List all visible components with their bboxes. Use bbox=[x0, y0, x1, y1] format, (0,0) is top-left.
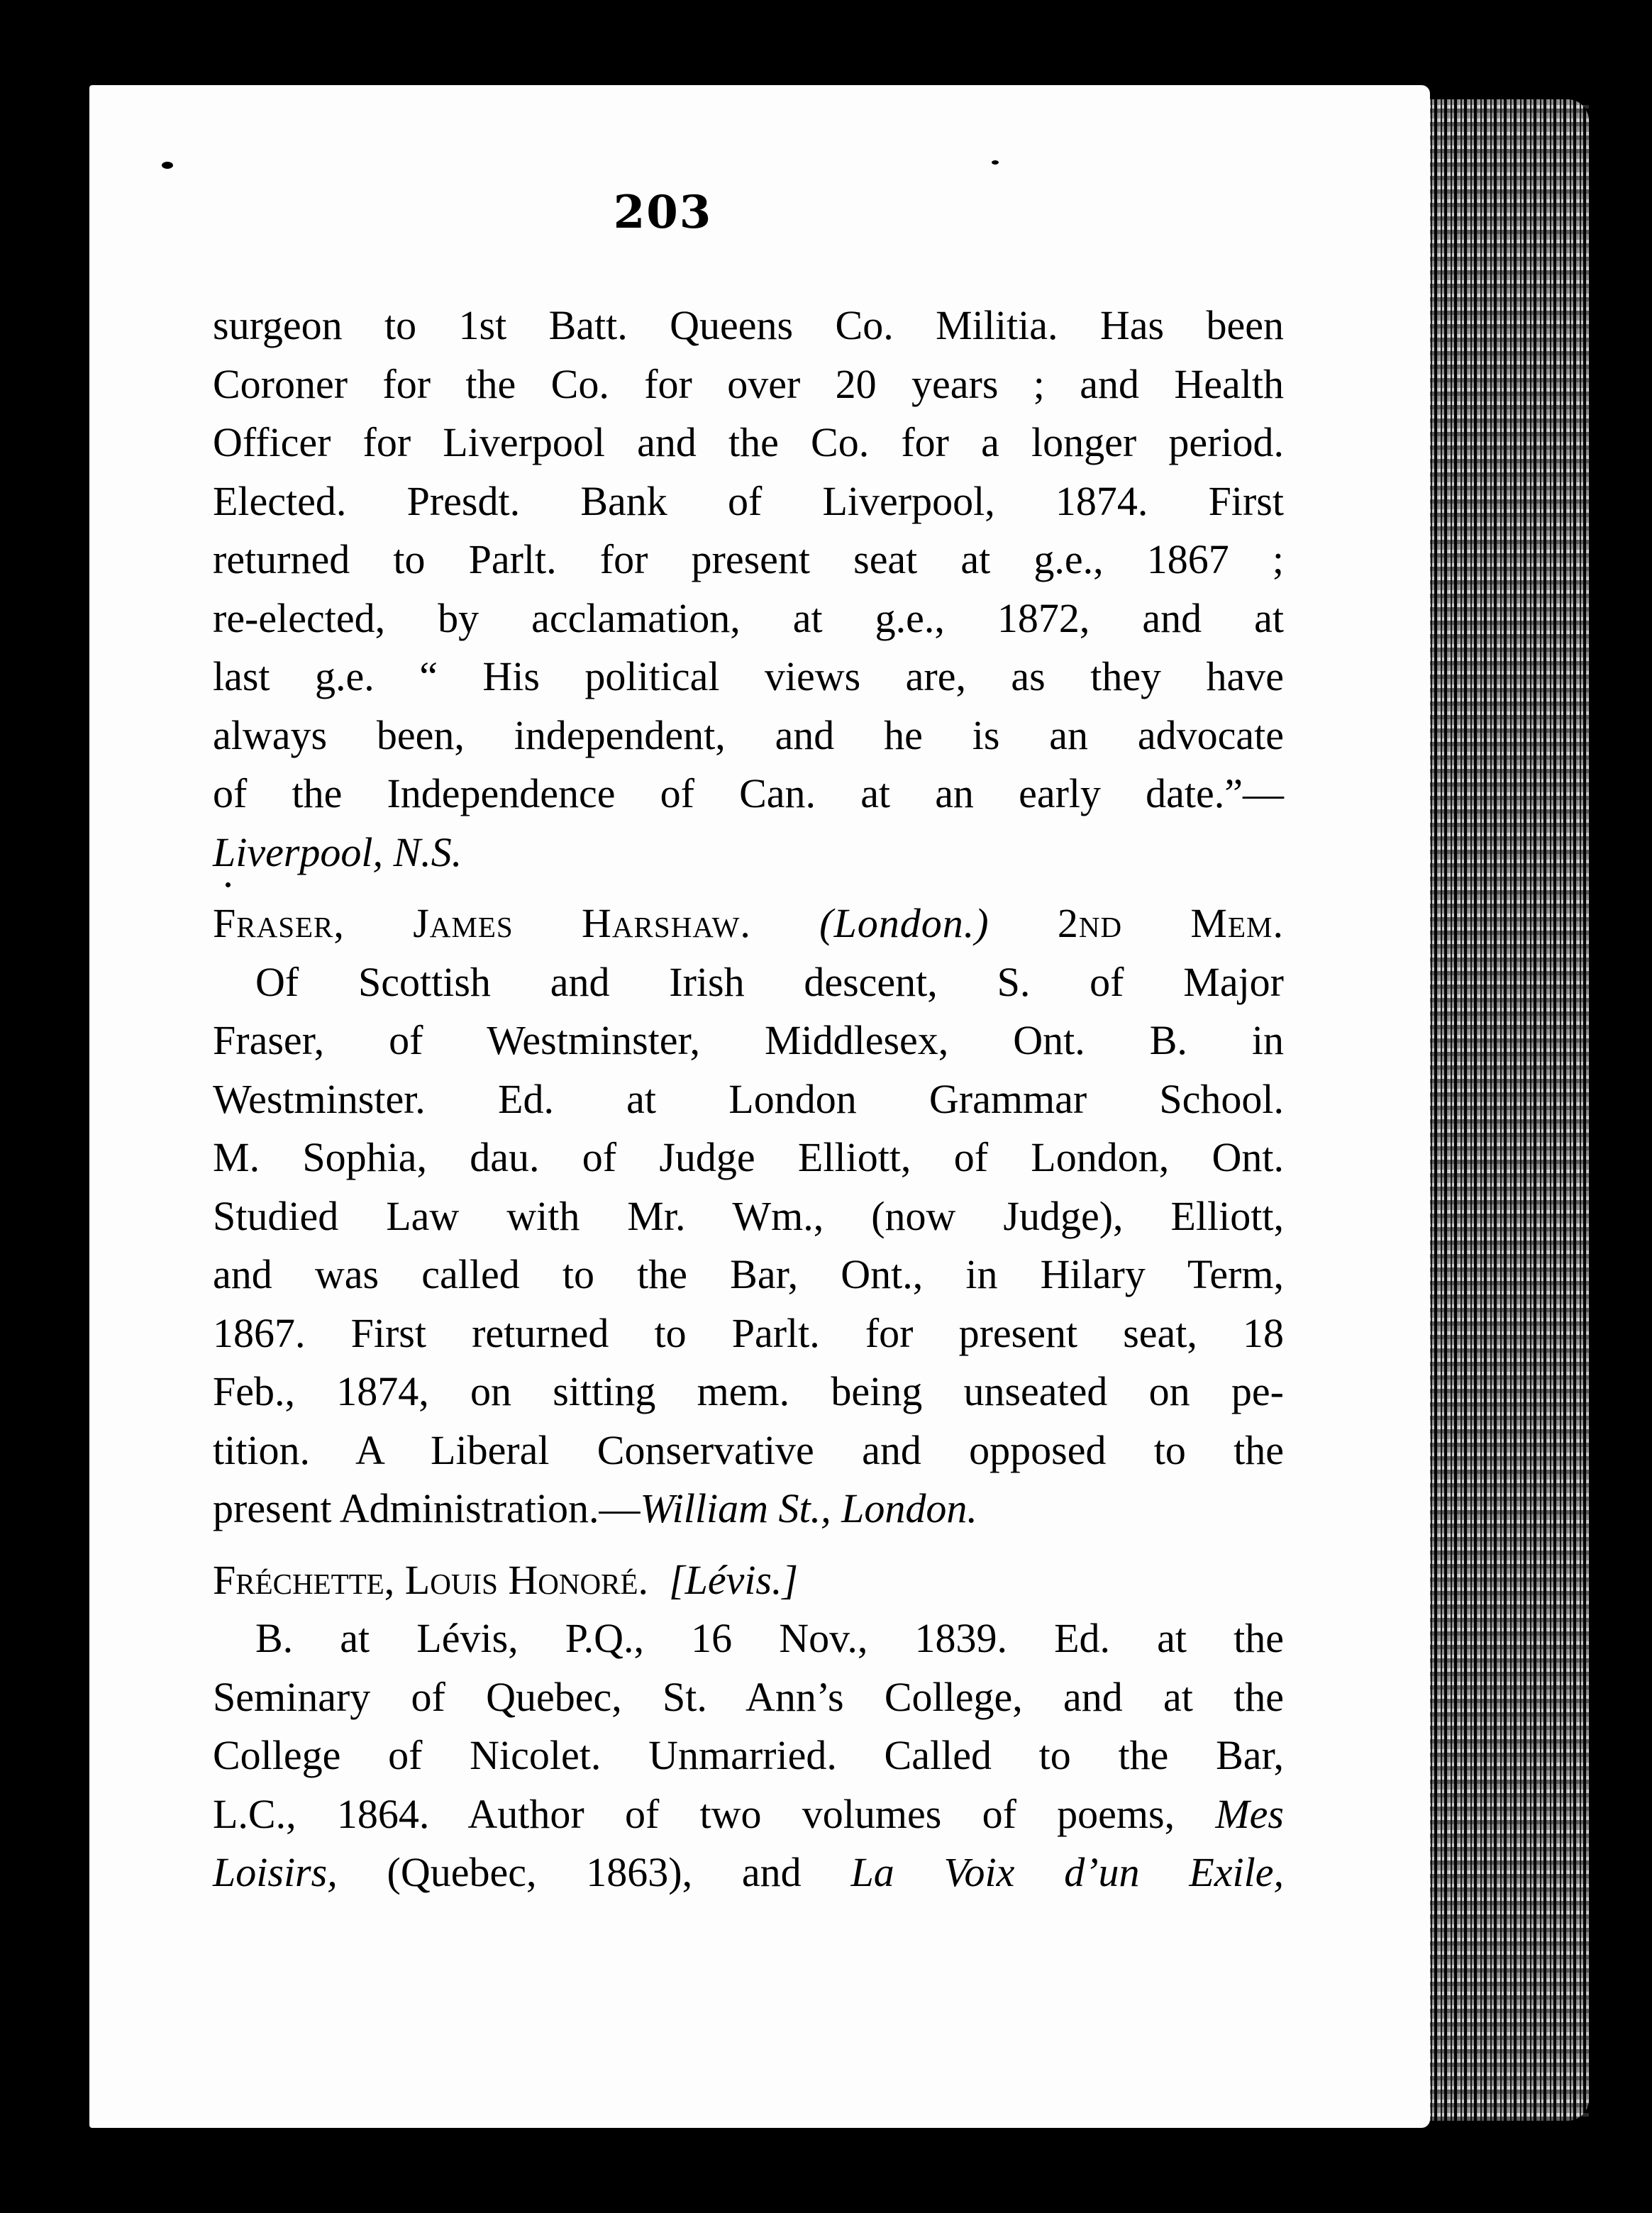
text-line: returned to Parlt. for present seat at g.e., 1867 ; bbox=[213, 536, 1284, 582]
text-line: Coroner for the Co. for over 20 years ; and Health bbox=[213, 360, 1284, 407]
entry-heading-fraser bbox=[213, 894, 1284, 953]
text-line: M. Sophia, dau. of Judge Elliott, of London, Ont. bbox=[213, 1134, 1284, 1180]
text-line: tition. A Liberal Conservative and opposed to the bbox=[213, 1426, 1284, 1473]
text-line: B. at Lévis, P.Q., 16 Nov., 1839. Ed. at the bbox=[255, 1615, 1284, 1661]
constituency: (London.) bbox=[819, 900, 989, 946]
book-title: Mes bbox=[1215, 1790, 1284, 1837]
entry-heading-frechette bbox=[213, 1551, 1284, 1610]
text-line: Fraser, of Westminster, Middlesex, Ont. B. in bbox=[213, 1017, 1284, 1063]
text-line: last g.e. “ His political views are, as they have bbox=[213, 653, 1284, 699]
text-line: Studied Law with Mr. Wm., (now Judge), Elliott, bbox=[213, 1192, 1284, 1239]
text-line: Seminary of Quebec, St. Ann’s College, and at the bbox=[213, 1673, 1284, 1720]
member-name: Fréchette, Louis Honoré. bbox=[213, 1556, 648, 1603]
scan-speck bbox=[992, 160, 999, 165]
text-line: and was called to the Bar, Ont., in Hilary Term, bbox=[213, 1251, 1284, 1297]
text-line: Westminster. Ed. at London Grammar School. bbox=[213, 1075, 1284, 1122]
book-title: Loisirs, bbox=[213, 1849, 338, 1895]
text-line bbox=[213, 1843, 1284, 1902]
text-line: surgeon to 1st Batt. Queens Co. Militia. Has been bbox=[213, 302, 1284, 348]
text-fragment: (Quebec, 1863), and bbox=[387, 1849, 802, 1895]
text-line: re-elected, by acclamation, at g.e., 1872, and at bbox=[213, 594, 1284, 641]
text-line bbox=[213, 1480, 1284, 1538]
scan-speck bbox=[162, 162, 173, 169]
member-note: 2nd Mem. bbox=[1057, 900, 1284, 946]
text-line: Feb., 1874, on sitting mem. being unseated on pe- bbox=[213, 1368, 1284, 1414]
text-line: Elected. Presdt. Bank of Liverpool, 1874. First bbox=[213, 477, 1284, 524]
page-number: 203 bbox=[613, 186, 713, 239]
entry-address: William St., London. bbox=[640, 1485, 977, 1531]
text-fragment: L.C., 1864. Author of two volumes of poems, bbox=[213, 1790, 1175, 1837]
constituency: [Lévis.] bbox=[669, 1556, 799, 1603]
text-line: College of Nicolet. Unmarried. Called to the Bar, bbox=[213, 1732, 1284, 1778]
text-line: 1867. First returned to Parlt. for present seat, 18 bbox=[213, 1309, 1284, 1356]
text-line: always been, independent, and he is an advocate bbox=[213, 711, 1284, 758]
text-line bbox=[213, 1785, 1284, 1844]
page-text bbox=[213, 296, 1284, 1902]
text-line: Of Scottish and Irish descent, S. of Major bbox=[255, 958, 1284, 1005]
entry-address: Liverpool, N.S. bbox=[213, 828, 462, 875]
member-name: Fraser, James Harshaw. bbox=[213, 900, 751, 946]
book-title: La Voix d’un Exile, bbox=[850, 1849, 1285, 1895]
text-line: Officer for Liverpool and the Co. for a longer period. bbox=[213, 419, 1284, 465]
text-fragment: present Administration.— bbox=[213, 1485, 641, 1531]
text-line: of the Independence of Can. at an early date.”— bbox=[213, 770, 1284, 816]
